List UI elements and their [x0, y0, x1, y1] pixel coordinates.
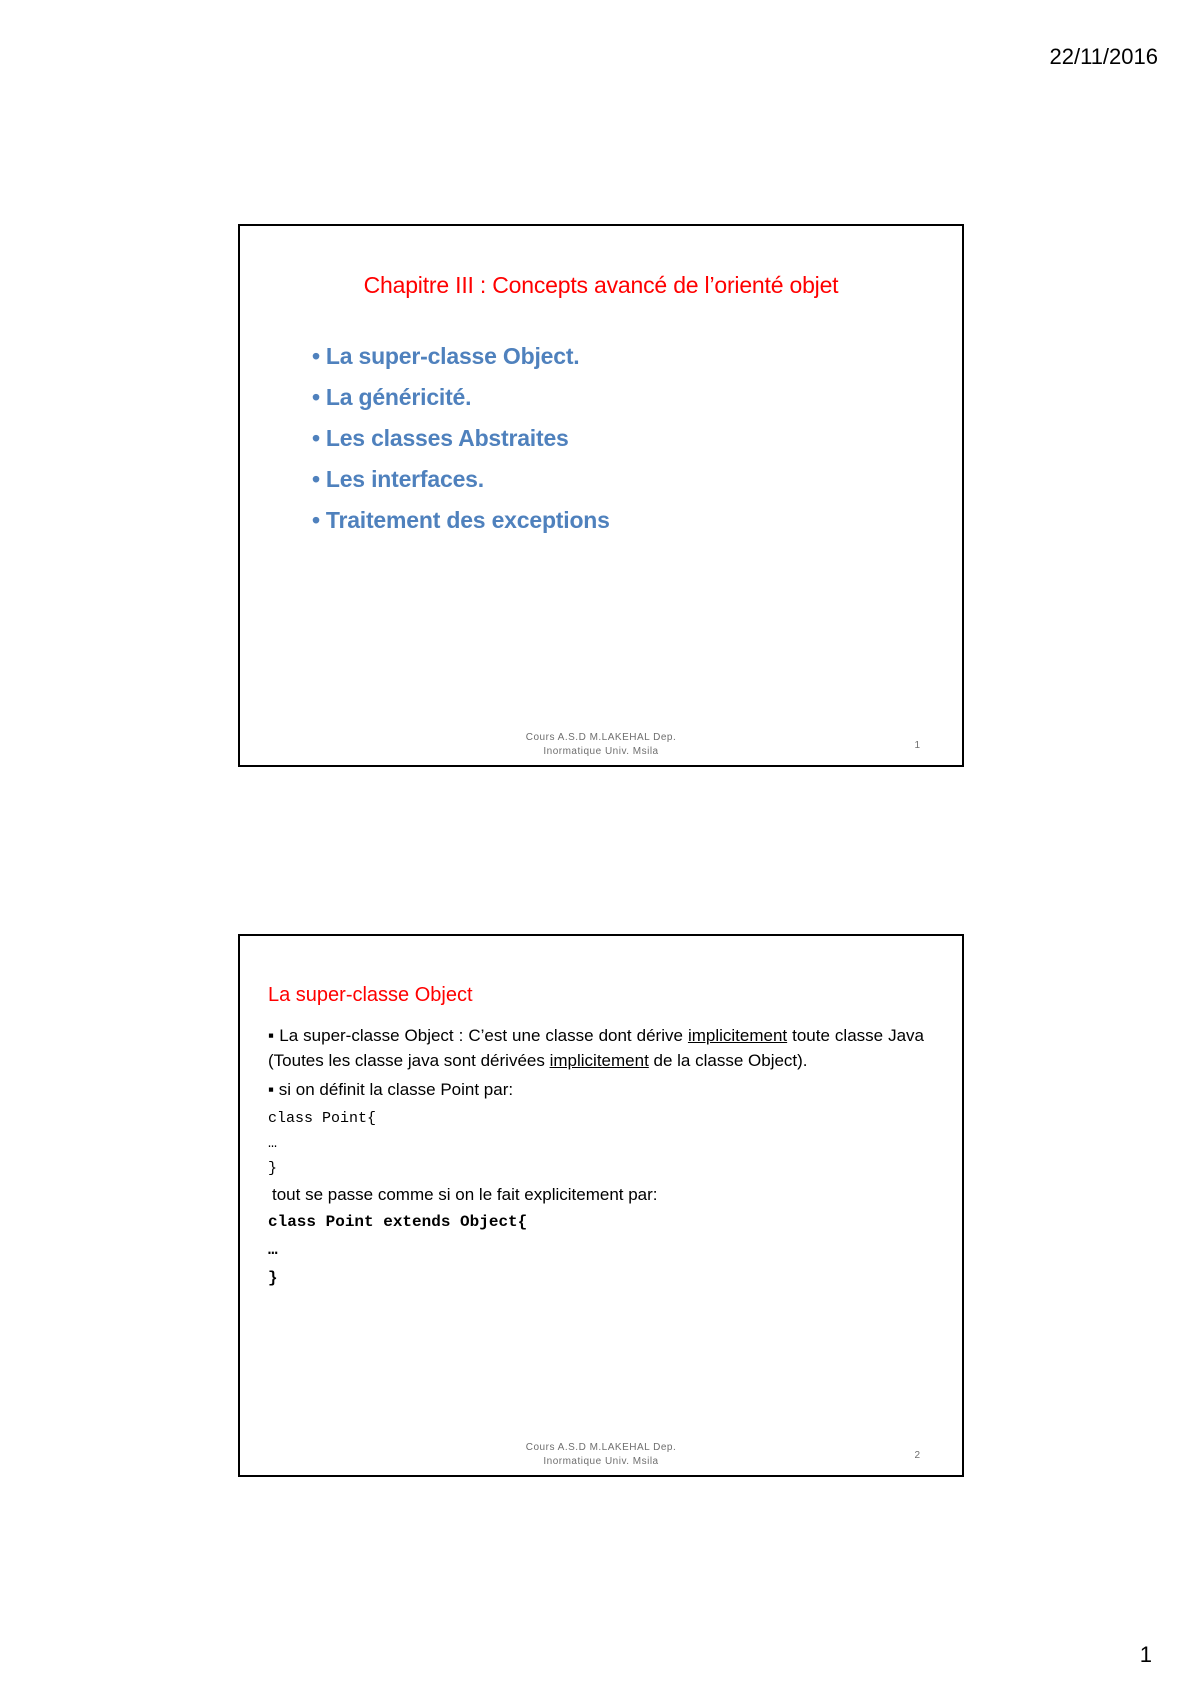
slide-1-bullet-list [312, 336, 610, 541]
footer-line-2: Inormatique Univ. Msila [543, 1456, 659, 1467]
list-item [312, 418, 610, 459]
bullet-icon: • [312, 343, 320, 369]
footer-line-1: Cours A.S.D M.LAKEHAL Dep. [525, 1442, 677, 1453]
code-line: … [268, 1241, 278, 1259]
slide-2-footer [240, 1441, 962, 1469]
slide-1-number: 1 [914, 740, 920, 751]
bullet-icon: • [312, 466, 320, 492]
slide-2-content [268, 984, 924, 1292]
text-span: de la classe Object). [648, 1051, 808, 1070]
slide-1-footer [240, 731, 962, 759]
list-item-text: Les interfaces. [325, 466, 484, 492]
list-item-text: La super-classe Object. [325, 343, 580, 369]
footer-line-1: Cours A.S.D M.LAKEHAL Dep. [525, 732, 677, 743]
code-line: } [268, 1160, 278, 1177]
list-item [312, 336, 610, 377]
slide-1 [238, 224, 964, 767]
slide-2-number: 2 [914, 1450, 920, 1461]
bullet-icon: • [312, 425, 320, 451]
text-span: toute classe Java (Toutes les classe java sont dérivées [268, 1026, 924, 1070]
list-item-text: Les classes Abstraites [325, 425, 569, 451]
page-date: 22/11/2016 [1049, 44, 1158, 69]
underlined-text: implicitement [549, 1051, 649, 1070]
list-item-text: La généricité. [325, 384, 472, 410]
list-item [312, 459, 610, 500]
slide-2 [238, 934, 964, 1477]
bullet-icon: • [312, 384, 320, 410]
code-line: … [268, 1135, 278, 1152]
underlined-text: implicitement [687, 1026, 788, 1045]
paragraph-definition [268, 1023, 924, 1073]
paragraph-point: ▪ si on définit la classe Point par: [268, 1080, 514, 1099]
footer-line-2: Inormatique Univ. Msila [543, 746, 659, 757]
code-line: class Point extends Object{ [268, 1213, 528, 1231]
page-number: 1 [1139, 1642, 1152, 1667]
list-item [312, 500, 610, 541]
text-span: ▪ La super-classe Object : C’est une classe dont dérive [268, 1026, 688, 1045]
paragraph-explicit: tout se passe comme si on le fait explicitement par: [272, 1185, 658, 1204]
list-item-text: Traitement des exceptions [325, 507, 610, 533]
list-item [312, 377, 610, 418]
bullet-icon: • [312, 507, 320, 533]
slide-2-title: La super-classe Object [268, 984, 473, 1006]
code-line: } [268, 1269, 278, 1287]
slide-1-title: Chapitre III : Concepts avancé de l’orienté objet [363, 272, 839, 298]
code-line: class Point{ [268, 1110, 377, 1127]
